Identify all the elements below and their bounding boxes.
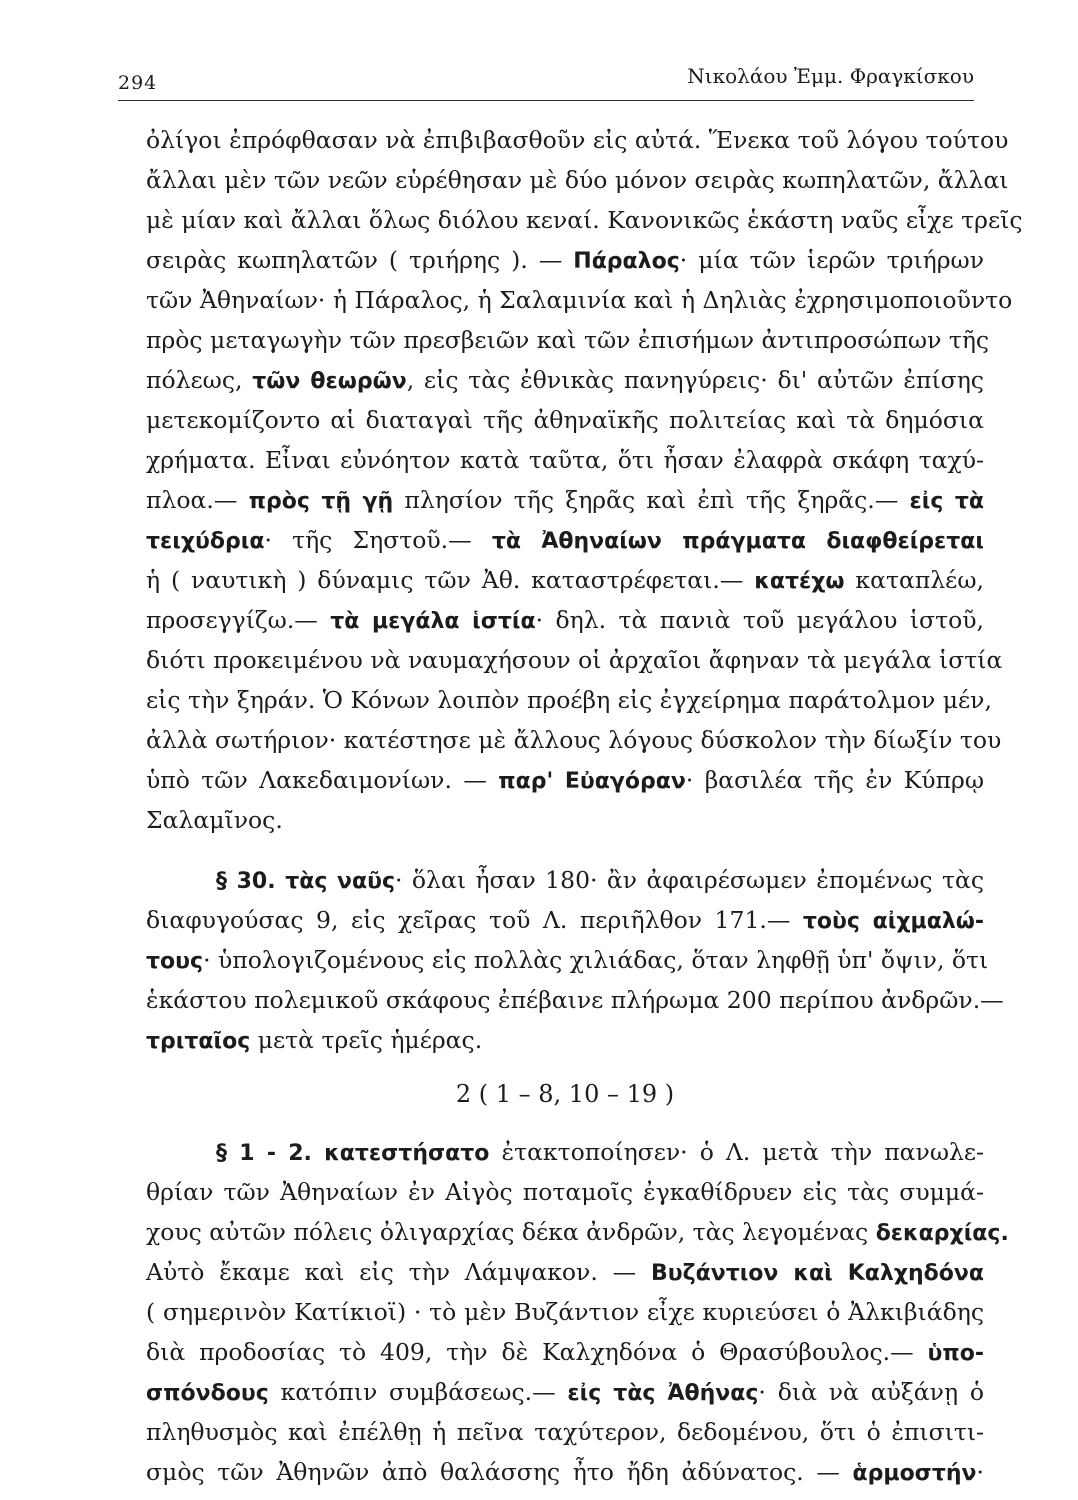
bold-term: § 1 - 2. κατεστήσατο: [216, 1141, 490, 1166]
text-run: · ὅλαι ἦσαν 180· ἂν ἀφαιρέσωμεν ἐπομένως τὰς: [395, 866, 984, 894]
text-run: ἀλλὰ σωτήριον· κατέστησε μὲ ἄλλους λόγους δύσκολον τὴν δίωξίν του: [146, 726, 1002, 754]
text-run: · δηλ. τὰ πανιὰ τοῦ μεγάλου ἱστοῦ,: [535, 606, 984, 634]
page-header: [118, 62, 974, 98]
text-run: κατόπιν συμβάσεως.—: [268, 1378, 568, 1406]
text-line: [146, 440, 984, 480]
bold-term: δεκαρχίας.: [875, 1221, 1009, 1246]
text-line: [146, 520, 984, 560]
text-run: μετὰ τρεῖς ἡμέρας.: [250, 1026, 483, 1054]
text-line: [146, 400, 984, 440]
bold-term: τους: [146, 949, 204, 974]
bold-term: ἁρμοστήν: [852, 1461, 977, 1486]
bold-term: κατέχω: [754, 569, 845, 594]
text-run: εἰς τὴν ξηράν. Ὁ Κόνων λοιπὸν προέβη εἰς ἐγχείρημα παράτολμον μέν,: [146, 686, 992, 714]
text-line: [146, 980, 1004, 1020]
text-run: μετεκομίζοντο αἱ διαταγαὶ τῆς ἀθηναϊκῆς πολιτείας καὶ τὰ δημόσια: [146, 406, 984, 434]
text-line: [146, 720, 1002, 760]
page-body: [146, 120, 1023, 1492]
bold-term: ὑπο-: [927, 1341, 984, 1366]
text-run: ὀλίγοι ἐπρόφθασαν νὰ ἐπιβιβασθοῦν εἰς αὐτά. Ἕνεκα τοῦ λόγου τούτου: [146, 126, 1009, 154]
bold-term: § 30. τὰς ναῦς: [216, 869, 396, 894]
text-run: θρίαν τῶν Ἀθηναίων ἐν Αἰγὸς ποταμοῖς ἐγκαθίδρυεν εἰς τὰς συμμά-: [146, 1178, 984, 1206]
paragraph-30: [146, 860, 1004, 1060]
paragraph-section-2: [146, 1132, 1009, 1492]
bold-term: σπόνδους: [146, 1381, 269, 1406]
text-run: ἑκάστου πολεμικοῦ σκάφους ἐπέβαινε πλήρωμα 200 περίπου ἀνδρῶν.—: [146, 986, 1004, 1014]
text-run: σειρὰς κωπηλατῶν ( τριήρης ). —: [146, 246, 574, 274]
text-line: [146, 240, 984, 280]
text-run: σμὸς τῶν Ἀθηνῶν ἀπὸ θαλάσσης ἦτο ἤδη ἀδύνατος. —: [146, 1458, 853, 1486]
text-line: [146, 640, 1003, 680]
text-run: πλοα.—: [146, 486, 249, 514]
text-run: καταπλέω,: [844, 566, 984, 594]
bold-term: Πάραλος: [573, 249, 680, 274]
text-line: [146, 1372, 984, 1412]
text-run: ἡ ( ναυτικὴ ) δύναμις τῶν Ἀθ. καταστρέφεται.—: [146, 566, 755, 594]
text-run: διότι προκειμένου νὰ ναυμαχήσουν οἱ ἀρχαῖοι ἄφηναν τὰ μεγάλα ἱστία: [146, 646, 1003, 674]
text-line: [146, 940, 989, 980]
text-line: [146, 1292, 984, 1332]
text-line: [146, 680, 992, 720]
text-line: [146, 1172, 984, 1212]
header-rule: [118, 100, 974, 101]
text-run: Σαλαμῖνος.: [146, 806, 283, 834]
bold-term: πρὸς τῇ γῇ: [248, 489, 394, 514]
bold-term: τὰ Ἀθηναίων πράγματα διαφθείρεται: [491, 529, 984, 554]
text-line: [146, 1132, 984, 1172]
text-run: · βασιλέα τῆς ἐν Κύπρῳ: [685, 766, 985, 794]
page-number: 294: [118, 72, 158, 94]
text-run: · ὑπολογιζομένους εἰς πολλὰς χιλιάδας, ὅταν ληφθῇ ὑπ' ὄψιν, ὅτι: [203, 946, 989, 974]
text-run: χους αὐτῶν πόλεις ὀλιγαρχίας δέκα ἀνδρῶν, τὰς λεγομένας: [146, 1218, 876, 1246]
text-line: [146, 560, 984, 600]
text-run: ἄλλαι μὲν τῶν νεῶν εὑρέθησαν μὲ δύο μόνον σειρὰς κωπηλατῶν, ἄλλαι: [146, 166, 1009, 194]
text-run: · διὰ νὰ αὐξάνῃ ὁ: [758, 1378, 984, 1406]
text-run: πρὸς μεταγωγὴν τῶν πρεσβειῶν καὶ τῶν ἐπισήμων ἀντιπροσώπων τῆς: [146, 326, 990, 354]
text-run: πόλεως,: [146, 366, 253, 394]
bold-term: τοὺς αἰχμαλώ-: [802, 909, 984, 934]
running-title: Νικολάου Ἐμμ. Φραγκίσκου: [687, 64, 974, 88]
text-run: , εἰς τὰς ἐθνικὰς πανηγύρεις· δι' αὐτῶν ἐπίσης: [406, 366, 984, 394]
text-run: ·: [976, 1458, 984, 1486]
bold-term: τὰ μεγάλα ἱστία: [330, 609, 536, 634]
text-line: [146, 1252, 984, 1292]
text-run: τῶν Ἀθηναίων· ἡ Πάραλος, ἡ Σαλαμινία καὶ ἡ Δηλιὰς ἐχρησιμοποιοῦντο: [146, 286, 1013, 314]
text-line: [146, 1020, 984, 1060]
text-run: ἐτακτοποίησεν· ὁ Λ. μετὰ τὴν πανωλε-: [489, 1138, 984, 1166]
text-run: χρήματα. Εἶναι εὐνόητον κατὰ ταῦτα, ὅτι ἦσαν ἐλαφρὰ σκάφη ταχύ-: [146, 446, 984, 474]
text-run: πληθυσμὸς καὶ ἐπέλθῃ ἡ πεῖνα ταχύτερον, δεδομένου, ὅτι ὁ ἐπισιτι-: [146, 1418, 984, 1446]
text-line: [146, 1452, 984, 1492]
text-run: διὰ προδοσίας τὸ 409, τὴν δὲ Καλχηδόνα ὁ Θρασύβουλος.—: [146, 1338, 928, 1366]
text-run: διαφυγούσας 9, εἰς χεῖρας τοῦ Λ. περιῆλθον 171.—: [146, 906, 803, 934]
text-run: Αὐτὸ ἔκαμε καὶ εἰς τὴν Λάμψακον. —: [146, 1258, 651, 1286]
bold-term: παρ' Εὐαγόραν: [498, 769, 686, 794]
bold-term: τῶν θεωρῶν: [252, 369, 407, 394]
text-run: ( σημερινὸν Κατίκιοϊ) · τὸ μὲν Βυζάντιον εἶχε κυριεύσει ὁ Ἀλκιβιάδης: [146, 1298, 984, 1326]
text-run: · μία τῶν ἱερῶν τριήρων: [679, 246, 985, 274]
text-run: μὲ μίαν καὶ ἄλλαι ὅλως διόλου κεναί. Κανονικῶς ἑκάστη ναῦς εἶχε τρεῖς: [146, 206, 1023, 234]
bold-term: εἰς τὰ: [909, 489, 984, 514]
text-line: [146, 160, 1009, 200]
text-run: πλησίον τῆς ξηρᾶς καὶ ἐπὶ τῆς ξηρᾶς.—: [393, 486, 910, 514]
text-line: [146, 480, 984, 520]
text-run: ὑπὸ τῶν Λακεδαιμονίων. —: [146, 766, 499, 794]
text-line: [146, 360, 984, 400]
section-heading: 2 ( 1 – 8, 10 – 19 ): [455, 1080, 675, 1108]
text-line: [146, 200, 1023, 240]
paragraph-1: [146, 120, 1023, 840]
text-line: [146, 600, 984, 640]
text-line: [146, 900, 984, 940]
text-run: · τῆς Σηστοῦ.—: [264, 526, 492, 554]
text-line: [146, 280, 1013, 320]
bold-term: Βυζάντιον καὶ Καλχηδόνα: [650, 1261, 985, 1286]
text-run: προσεγγίζω.—: [146, 606, 331, 634]
text-line: [146, 800, 984, 840]
bold-term: τριταῖος: [146, 1029, 251, 1054]
bold-term: τειχύδρια: [146, 529, 265, 554]
text-line: [146, 860, 984, 900]
text-line: [146, 320, 990, 360]
text-line: [146, 120, 1009, 160]
text-line: [146, 1412, 984, 1452]
text-line: [146, 760, 984, 800]
text-line: [146, 1212, 1009, 1252]
bold-term: εἰς τὰς Ἀθήνας: [567, 1381, 759, 1406]
text-line: [146, 1332, 984, 1372]
